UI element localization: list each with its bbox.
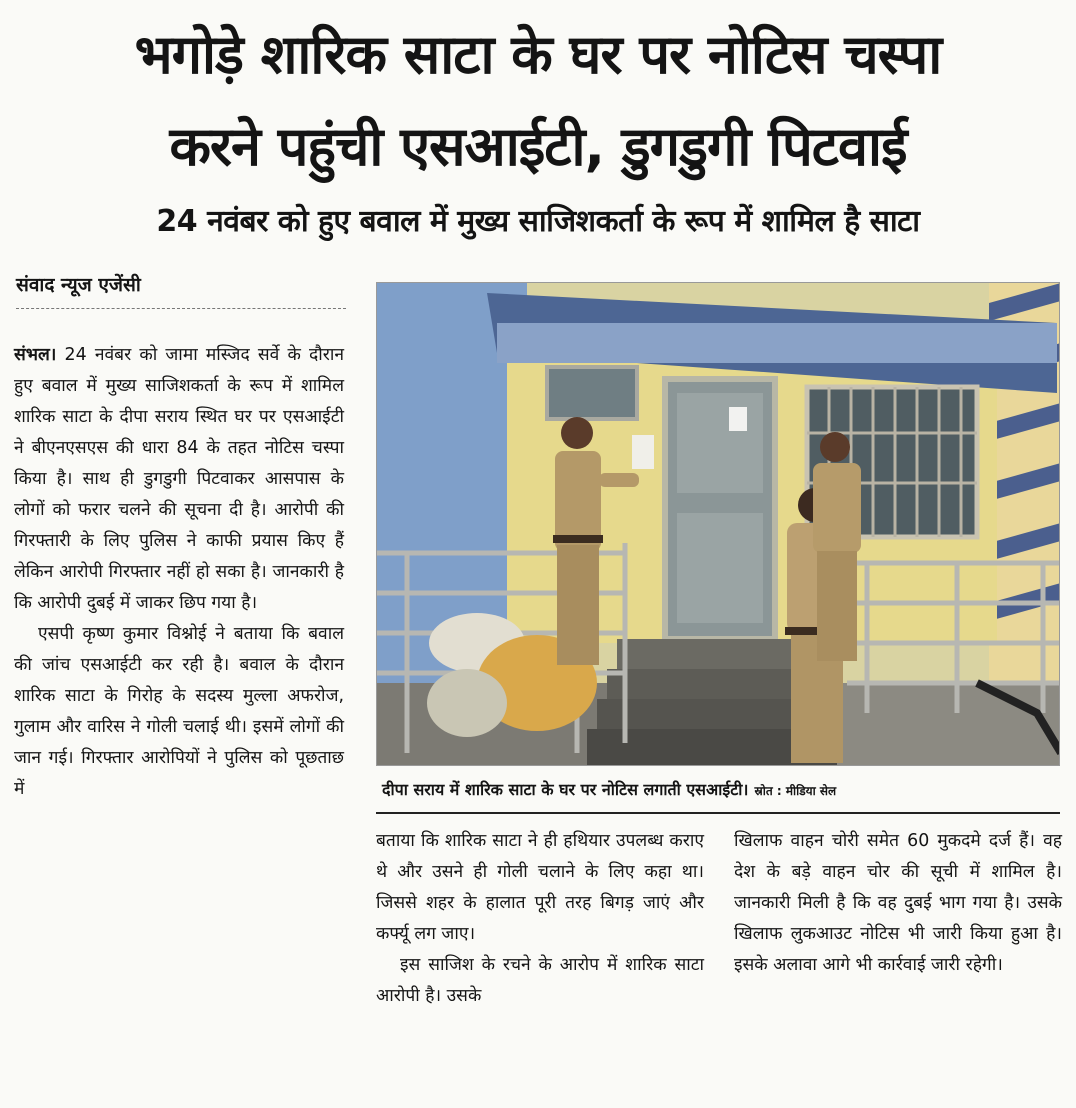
article-paragraph xyxy=(14,340,344,619)
news-photo xyxy=(376,282,1060,766)
article-paragraph: एसपी कृष्ण कुमार विश्नोई ने बताया कि बवाल की जांच एसआईटी कर रही है। बवाल के दौरान शारिक साटा के गिरोह के सदस्य मुल्ला अफरोज, गुलाम और वारिस ने गोली चलाई थी। इसमें लोगों की जान गई। गिरफ्तार आरोपियों ने पुलिस को पूछताछ में xyxy=(14,624,344,799)
subheadline: 24 नवंबर को हुए बवाल में मुख्य साजिशकर्ता के रूप में शामिल है साटा xyxy=(156,204,920,239)
photo-source: स्रोत : मीडिया सेल xyxy=(754,784,837,798)
article-column-1 xyxy=(14,340,344,805)
article-paragraph: खिलाफ वाहन चोरी समेत 60 मुकदमे दर्ज हैं। वह देश के बड़े वाहन चोर की सूची में शामिल है। जानकारी मिली है कि वह दुबई भाग गया है। उसके खिलाफ लुकआउट नोटिस भी जारी किया हुआ है। इसके अलावा आगे भी कार्रवाई जारी रहेगी। xyxy=(734,831,1062,975)
dateline: संभल। xyxy=(14,345,57,365)
caption-text: दीपा सराय में शारिक साटा के घर पर नोटिस लगाती एसआईटी। xyxy=(382,780,749,799)
byline: संवाद न्यूज एजेंसी xyxy=(16,270,346,309)
article-paragraph: इस साजिश के रचने के आरोप में शारिक साटा आरोपी है। उसके xyxy=(376,955,704,1006)
article-text: 24 नवंबर को जामा मस्जिद सर्वे के दौरान हुए बवाल में मुख्य साजिशकर्ता के रूप में शामिल शारिक साटा के दीपा सराय स्थित घर पर एसआईटी ने बीएनएसएस की धारा 84 के तहत नोटिस चस्पा किया है। साथ ही डुगडुगी पिटवाकर आसपास के लोगों को फरार चलने की सूचना दी है। आरोपी की गिरफ्तारी के लिए पुलिस ने काफी प्रयास किए हैं लेकिन आरोपी गिरफ्तार नहीं हो सका है। जानकारी है कि आरोपी दुबई में जाकर छिप गया है। xyxy=(14,345,344,613)
house-photo-illustration xyxy=(377,283,1060,766)
article-column-3 xyxy=(734,826,1062,981)
photo-caption xyxy=(376,770,1060,814)
article-column-2 xyxy=(376,826,704,1012)
headline-line-2: करने पहुंची एसआईटी, डुगडुगी पिटवाई xyxy=(169,115,907,178)
article-paragraph: बताया कि शारिक साटा ने ही हथियार उपलब्ध कराए थे और उसने ही गोली चलाने के लिए कहा था। जिससे शहर के हालात पूरी तरह बिगड़ जाएं और कर्फ्यू लग जाए। xyxy=(376,831,704,944)
headline-line-1: भगोड़े शारिक साटा के घर पर नोटिस चस्पा xyxy=(134,23,942,86)
